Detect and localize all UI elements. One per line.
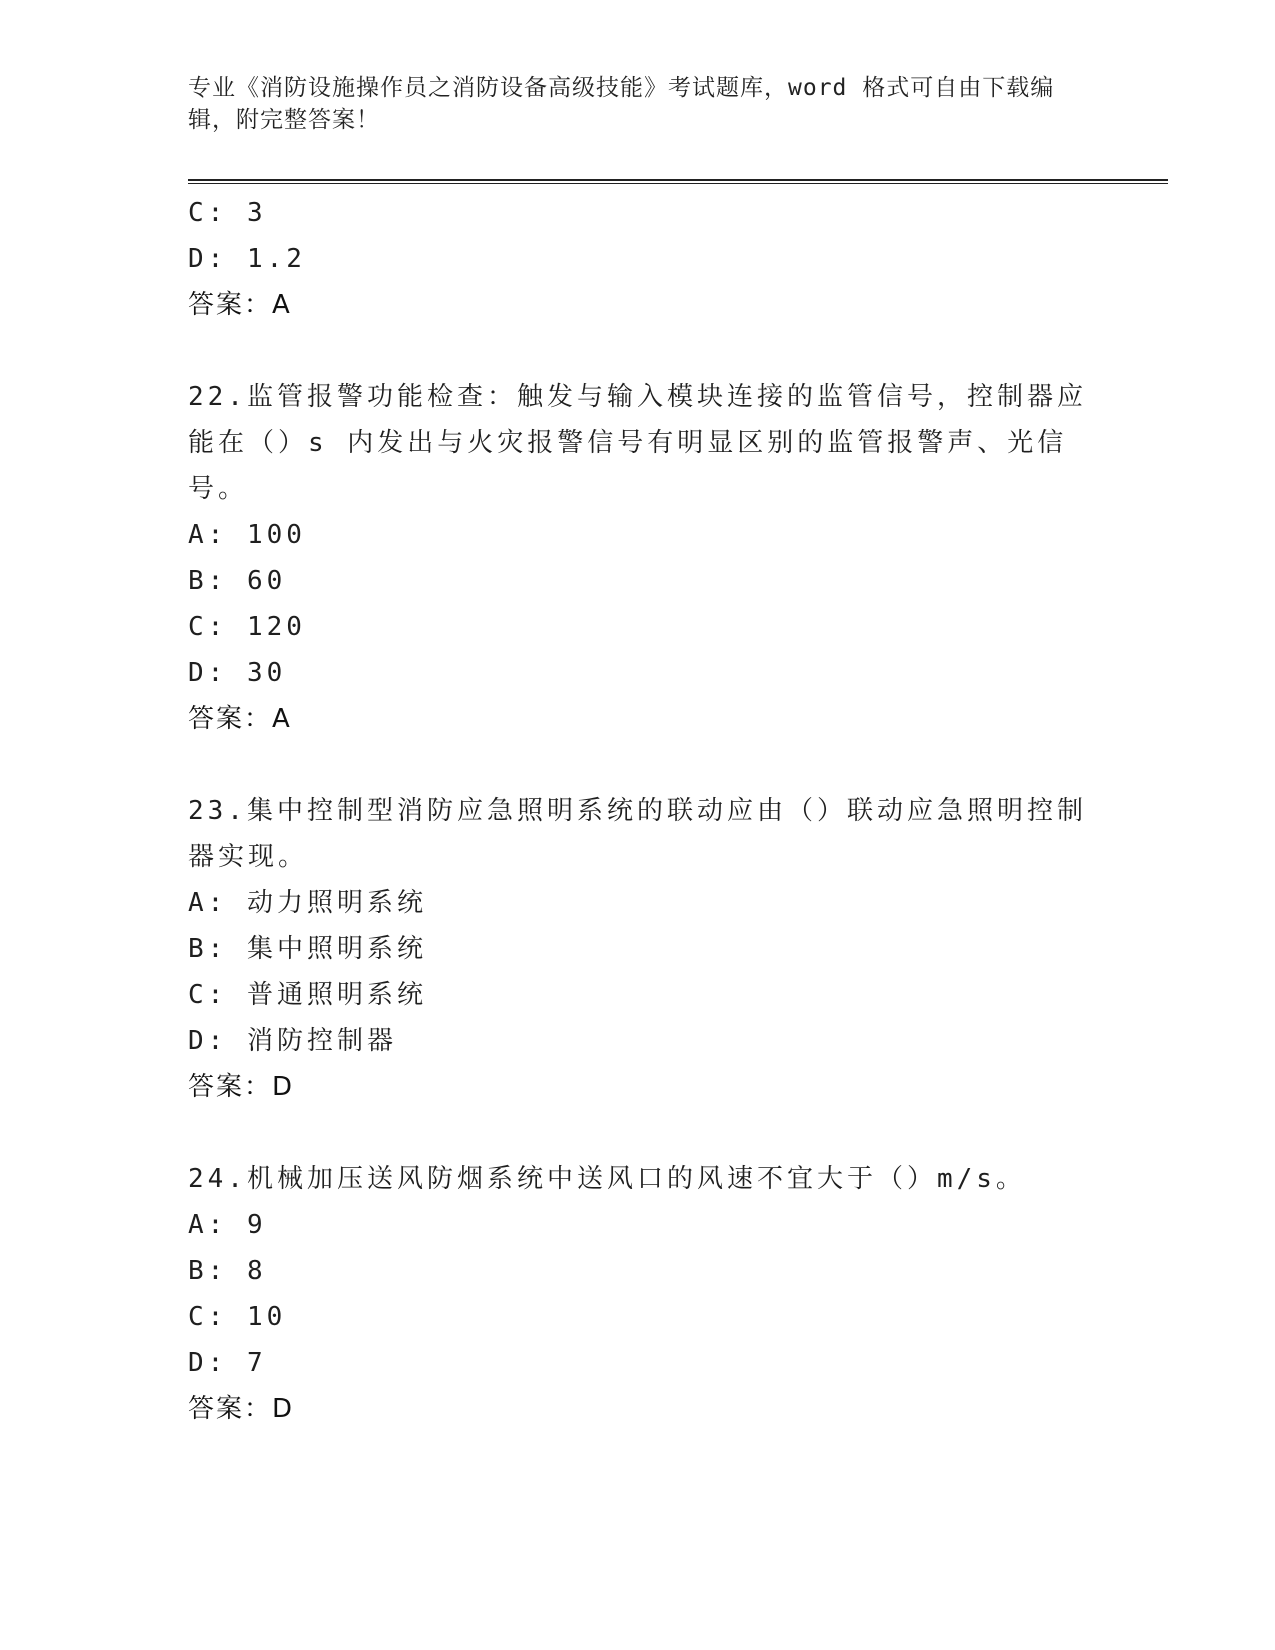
question-text: 23.集中控制型消防应急照明系统的联动应由（）联动应急照明控制器实现。 [188, 796, 1087, 872]
option-d: D: 1.2 [188, 244, 306, 274]
question-content [188, 190, 1088, 1432]
option-b: B: 60 [188, 566, 287, 596]
option-a: A: 动力照明系统 [188, 888, 427, 918]
spacer [188, 328, 1088, 374]
answer-line: 答案：D [188, 1072, 295, 1102]
question-text: 24.机械加压送风防烟系统中送风口的风速不宜大于（）m/s。 [188, 1164, 1026, 1194]
question-text: 22.监管报警功能检查：触发与输入模块连接的监管信号，控制器应能在（）s 内发出与火灾报警信号有明显区别的监管报警声、光信号。 [188, 382, 1087, 504]
option-b: B: 集中照明系统 [188, 934, 427, 964]
document-header: 专业《消防设施操作员之消防设备高级技能》考试题库，word 格式可自由下载编辑，附完整答案！ [188, 75, 1055, 133]
header-divider [188, 179, 1168, 181]
answer-line: 答案：A [188, 290, 292, 320]
option-a: A: 9 [188, 1210, 267, 1240]
answer-line: 答案：A [188, 704, 292, 734]
option-c: C: 10 [188, 1302, 287, 1332]
answer-line: 答案：D [188, 1394, 295, 1424]
option-c: C: 3 [188, 198, 267, 228]
question-22 [188, 374, 1088, 742]
option-c: C: 普通照明系统 [188, 980, 427, 1010]
option-d: D: 30 [188, 658, 287, 688]
question-24 [188, 1156, 1088, 1432]
spacer [188, 1110, 1088, 1156]
option-d: D: 消防控制器 [188, 1026, 397, 1056]
option-a: A: 100 [188, 520, 306, 550]
header-divider-thin [188, 183, 1168, 184]
option-b: B: 8 [188, 1256, 267, 1286]
question-23 [188, 788, 1088, 1110]
option-d: D: 7 [188, 1348, 267, 1378]
option-c: C: 120 [188, 612, 306, 642]
spacer [188, 742, 1088, 788]
